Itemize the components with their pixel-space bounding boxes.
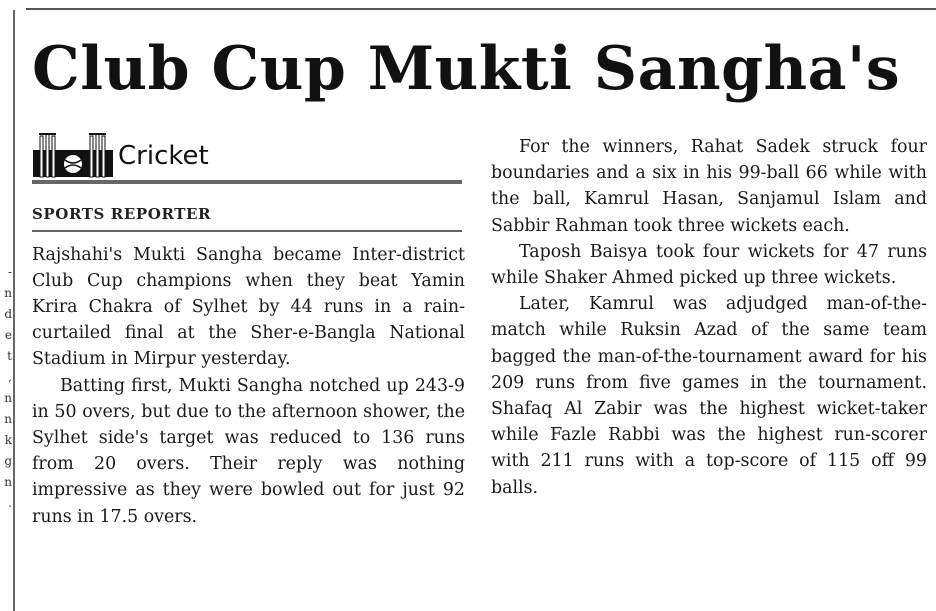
paragraph: Taposh Baisya took four wickets for 47 runs while Shaker Ahmed picked up three wickets.	[491, 241, 927, 289]
column-divider	[13, 10, 15, 611]
section-rule	[32, 180, 462, 184]
byline: SPORTS REPORTER	[32, 205, 212, 223]
right-body	[491, 134, 927, 501]
byline-rule	[32, 230, 462, 232]
cricket-logo-icon	[32, 130, 114, 178]
paragraph: Batting first, Mukti Sangha notched up 243-9 in 50 overs, but due to the afternoon shower, the Sylhet side's target was reduced to 136 runs from 20 overs. Their reply was nothing impressive as they were bowled out for just 92 runs in 17.5 overs.	[32, 375, 465, 527]
right-column	[491, 134, 927, 501]
paragraph: For the winners, Rahat Sadek struck four boundaries and a six in his 99-ball 66 while with the ball, Kamrul Hasan, Sanjamul Islam and Sabbir Rahman took three wickets each.	[491, 137, 927, 236]
headline: Club Cup Mukti Sangha's	[32, 34, 901, 104]
section-label	[32, 128, 465, 178]
paragraph: Rajshahi's Mukti Sangha became Inter-district Club Cup champions when they beat Yamin Krira Chakra of Sylhet by 44 runs in a rain-curtailed final at the Sher-e-Bangla National Stadium in Mirpur yesterday.	[32, 244, 465, 370]
left-body	[32, 242, 465, 530]
paragraph: Later, Kamrul was adjudged man-of-the-match while Ruksin Azad of the same team bagged the man-of-the-tournament award for his 209 runs from five games in the tournament. Shafaq Al Zabir was the highest wicket-taker while Fazle Rabbi was the highest run-scorer with 211 runs with a top-score of 115 off 99 balls.	[491, 294, 927, 498]
top-rule	[26, 8, 936, 10]
left-column	[32, 128, 465, 530]
adjacent-column-fragments: - n d e t , n n k g n .	[4, 265, 12, 510]
section-name: Cricket	[118, 141, 209, 171]
